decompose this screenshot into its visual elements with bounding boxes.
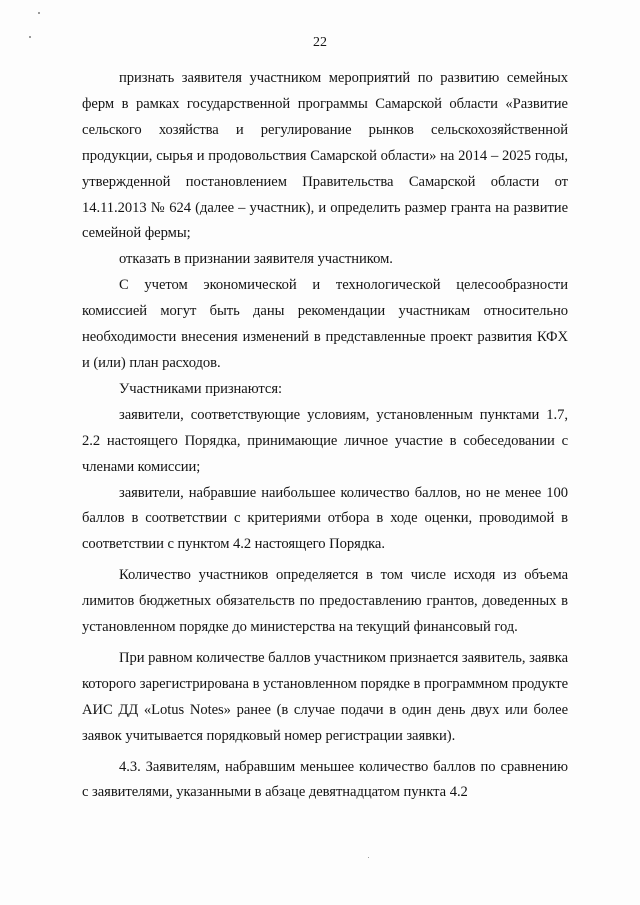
paragraph-section-4-3: 4.3. Заявителям, набравшим меньшее количество баллов по сравнению с заявителями, указанными в абзаце девятнадцатом пункта 4.2 <box>82 758 568 801</box>
paragraph-applicants-conditions: заявители, соответствующие условиям, установленным пунктами 1.7, 2.2 настоящего Порядка, принимающие личное участие в собеседовании с членами комиссии; <box>82 406 568 475</box>
paragraph-refuse-recognition: отказать в признании заявителя участником. <box>119 251 393 268</box>
scan-speck <box>38 12 40 14</box>
document-body <box>82 66 568 806</box>
paragraph-recognize-participant: признать заявителя участником мероприятий по развитию семейных ферм в рамках государственной программы Самарской области «Развитие сельского хозяйства и регулирование рынков сельскохозяйственной продукции, сырья и продовольствия Самарской области» на 2014 – 2025 годы, утвержденной постановлением Правительства Самарской области от 14.11.2013 № 624 (далее – участник), и определить размер гранта на развитие семейной фермы; <box>82 70 568 242</box>
paragraph-participant-count: Количество участников определяется в том числе исходя из объема лимитов бюджетных обязательств по предоставлению грантов, доведенных в установленном порядке до министерства на текущий финансовый год. <box>82 567 568 636</box>
paragraph-commission-recommendations: С учетом экономической и технологической целесообразности комиссией могут быть даны рекомендации участникам относительно необходимости внесения изменений в представленные проект развития КФХ и (или) план расходов. <box>82 277 568 371</box>
page-number: 22 <box>313 35 327 50</box>
scan-speck <box>368 857 369 858</box>
paragraph-applicants-scores: заявители, набравшие наибольшее количество баллов, но не менее 100 баллов в соответствии с критериями отбора в ходе оценки, проводимой в соответствии с пунктом 4.2 настоящего Порядка. <box>82 484 568 553</box>
paragraph-participants-recognized: Участниками признаются: <box>119 380 282 397</box>
paragraph-equal-scores: При равном количестве баллов участником признается заявитель, заявка которого зарегистрирована в установленном порядке в программном продукте АИС ДД «Lotus Notes» ранее (в случае подачи в один день двух или более заявок учитывается порядковый номер регистрации заявки). <box>82 649 568 744</box>
